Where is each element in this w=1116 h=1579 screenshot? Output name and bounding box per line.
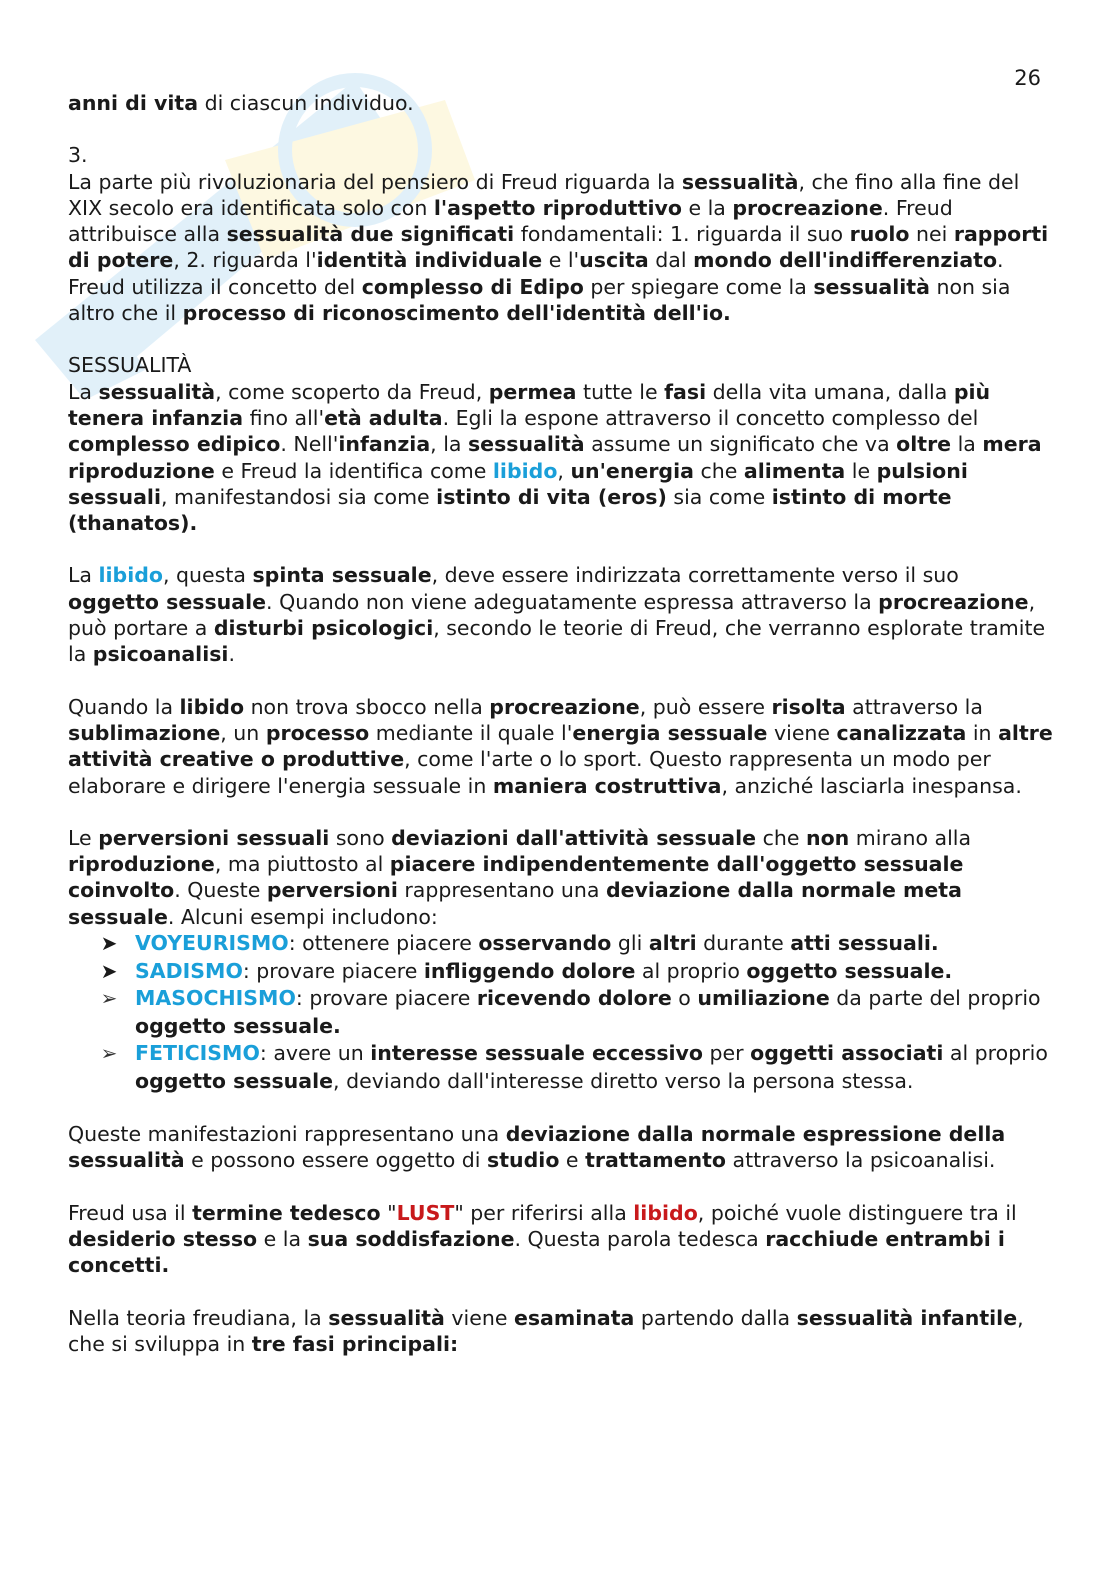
bold-text: oggetto sessuale [68,589,267,614]
text-run: per spiegare come la [583,274,814,299]
bold-text: identità individuale [316,248,543,273]
text-run: , [557,458,571,483]
bold-text: oggetto sessuale. [135,1013,341,1038]
bold-text: l'aspetto riproduttivo [433,195,682,220]
text-run: che [693,458,744,483]
text-run: . Questa parola tedesca [514,1226,766,1251]
text-run: sono [329,825,392,850]
bold-text: canalizzata [836,720,967,745]
bold-text: studio [487,1148,560,1173]
bold-text: libido [179,694,245,719]
bold-text: ricevendo dolore [476,986,672,1011]
bold-text: uscita [579,248,649,273]
bold-text: altri [648,931,697,956]
highlight-term: SADISMO [135,958,243,983]
bold-text: maniera costruttiva [492,773,722,798]
text-run: , come l'arte o lo sport. Questo rappresenta un modo per elaborare e dirigere l'energia sessuale in [68,747,991,798]
bold-text: non [806,825,850,850]
text-run: La [68,563,99,588]
bold-text: riproduzione [68,852,215,877]
highlight-term: FETICISMO [135,1041,260,1066]
text-run: e possono essere oggetto di [184,1148,488,1173]
text-run: : ottenere piacere [288,931,479,956]
text-run: dal [648,248,694,273]
bold-text: età adulta [324,405,443,430]
text-run: , può portare a [68,589,1036,641]
bold-text: deviazione dalla normale meta sessuale [68,878,962,929]
bold-text: alimenta [743,458,846,483]
text-run: gli [611,931,649,956]
list-item [68,958,1053,986]
bold-text: sessualità [328,1305,445,1330]
arrow-bullet-icon: ➤ [100,958,118,983]
paragraph-gap [68,1095,1053,1121]
bold-text: sessualità due significati [226,222,515,247]
document-body [68,90,1053,1357]
text-run: , che si sviluppa in [68,1305,1024,1356]
text-run: di ciascun individuo. [198,91,414,115]
bold-text: trattamento [585,1148,726,1173]
bold-text: sublimazione [68,720,221,745]
text-run: , anziché lasciarla inespansa. [721,773,1022,798]
text-run: in [966,720,999,745]
text-run: , la [430,432,468,457]
text-run: , come scoperto da Freud, [215,379,489,404]
bold-text: oltre [896,432,952,457]
bold-text: perversioni sessuali [98,825,330,850]
text-run: SESSUALITÀ [68,353,192,378]
bold-text: sessualità [467,432,585,457]
highlight-term-red: libido [633,1200,698,1225]
bold-text: mera riproduzione [68,432,1042,483]
text-run: o [671,986,698,1011]
list-item [68,930,1053,958]
bold-text: deviazioni dall'attività sessuale [391,825,757,850]
paragraph-gap [68,536,1053,562]
arrow-bullet-icon: ➢ [100,986,118,1011]
text-run: attraverso la [845,694,983,719]
bold-text: oggetto sessuale. [746,958,953,983]
highlight-term: MASOCHISMO [135,986,296,1011]
text-run: , 2. riguarda l' [173,248,317,273]
text-run: , deve essere indirizzata correttamente verso il suo [431,563,959,588]
bold-text: tre fasi principali: [251,1331,459,1356]
paragraph-gap [68,799,1053,825]
bold-text: sua soddisfazione [307,1226,515,1251]
text-run: . Freud utilizza il concetto del [68,248,1004,299]
paragraph [68,694,1053,799]
bold-text: termine tedesco [192,1200,381,1225]
bold-text: procreazione [732,195,883,220]
highlight-term-red: LUST [396,1200,455,1225]
text-run: . Alcuni esempi includono: [167,904,438,929]
paragraph [68,825,1053,930]
text-run: tutte le [576,379,665,404]
text-run: , ma piuttosto al [214,852,390,877]
bold-text: interesse sessuale eccessivo [370,1041,704,1066]
text-run: viene [767,720,837,745]
text-run: , questa [163,563,253,588]
bold-text: atti sessuali. [790,931,939,956]
text-run: : provare piacere [295,986,477,1011]
bold-text: permea [488,379,577,404]
text-run: Queste manifestazioni rappresentano una [68,1122,506,1147]
paragraph [68,352,1053,378]
text-run: La [68,379,99,404]
bold-text: umiliazione [697,986,830,1011]
text-run: . Egli la espone attraverso il concetto complesso del [442,405,979,430]
text-run: e la [681,195,733,220]
paragraph-gap [68,326,1053,352]
text-run: attraverso la psicoanalisi. [725,1148,996,1173]
text-run: fondamentali: 1. riguarda il suo [514,222,850,247]
text-run: . Queste [174,878,267,903]
text-run: e [559,1148,586,1173]
text-run: Quando la [68,694,180,719]
text-run: : avere un [259,1041,371,1066]
bold-text: processo [265,720,370,745]
bold-text: istinto di vita (eros) [436,484,667,509]
text-run: Freud usa il [68,1200,193,1225]
text-run: , deviando dall'interesse diretto verso la persona stessa. [333,1068,914,1093]
paragraph [68,1200,1053,1279]
text-run: , secondo le teorie di Freud, che verranno esplorate tramite la [68,616,1046,667]
bold-text: procreazione [489,694,640,719]
bold-text: osservando [478,931,612,956]
bold-text: sessualità [681,169,799,194]
text-run: 3. [68,143,88,168]
list-item [68,1040,1053,1095]
bold-text: oggetti associati [750,1041,944,1066]
text-run: per [703,1041,751,1066]
text-run: Nella teoria freudiana, la [68,1305,329,1330]
text-run: . Nell' [280,432,339,457]
text-run: non trova sbocco nella [244,694,490,719]
paragraph [68,379,1053,537]
bold-text: processo di riconoscimento dell'identità dell'io. [182,301,731,326]
bold-text: ruolo [849,222,910,247]
text-run: , poiché vuole distinguere tra il [697,1200,1017,1225]
arrow-bullet-icon: ➤ [100,931,118,956]
bold-text: mondo dell'indifferenziato [693,248,998,273]
bold-text: anni di vita [68,91,199,115]
bold-text: infanzia [338,432,431,457]
bold-text: fasi [664,379,707,404]
text-run: e Freud la identifica come [214,458,493,483]
text-run: durante [696,931,791,956]
paragraph-gap [68,116,1053,142]
text-run: partendo dalla [634,1305,797,1330]
bold-text: istinto di morte (thanatos). [68,484,952,536]
bold-text: rapporti di potere [68,222,1049,273]
text-run: Le [68,825,99,850]
text-run: e la [257,1226,308,1251]
text-run: che [756,825,806,850]
page-number: 26 [1014,66,1041,90]
paragraph [68,90,1053,116]
text-run: sia come [666,484,772,509]
text-run: rappresentano una [397,878,606,903]
text-run: assume un significato che va [584,432,897,457]
text-run: della vita umana, dalla [706,379,954,404]
text-run: La parte più rivoluzionaria del pensiero di Freud riguarda la [68,169,682,194]
text-run: " [380,1200,397,1225]
bold-text: desiderio stesso [68,1226,258,1251]
text-run: , manifestandosi sia come [161,484,437,509]
text-run: e l' [542,248,580,273]
highlight-term: VOYEURISMO [135,931,289,956]
text-run: . [228,642,235,667]
perversions-list [68,930,1053,1095]
bold-text: psicoanalisi [92,642,229,667]
text-run: nei [909,222,954,247]
text-run: . Quando non viene adeguatamente espressa attraverso la [266,589,879,614]
text-run: " per riferirsi alla [454,1200,634,1225]
bold-text: oggetto sessuale [135,1068,334,1093]
bold-text: risolta [771,694,846,719]
bold-text: energia sessuale [572,720,768,745]
text-run: , un [220,720,266,745]
paragraph [68,169,1053,327]
bold-text: complesso di Edipo [361,274,584,299]
paragraph [68,1121,1053,1174]
text-run: fino all' [243,405,325,430]
bold-text: sessualità [98,379,216,404]
text-run: al proprio [635,958,747,983]
text-run: , che fino alla fine del XIX secolo era identificata solo con [68,169,1020,220]
text-run: mirano alla [849,825,972,850]
bold-text: complesso edipico [68,432,281,457]
bold-text: procreazione [878,589,1029,614]
highlight-term: libido [492,458,558,483]
bold-text: deviazione dalla normale espressione della sessualità [68,1122,1006,1173]
bold-text: infliggendo dolore [423,958,636,983]
paragraph [68,142,1053,168]
text-run: , può essere [639,694,772,719]
bold-text: piacere indipendentemente dall'oggetto sessuale coinvolto [68,852,964,903]
bold-text: racchiude entrambi i concetti. [68,1226,1005,1278]
bold-text: un'energia [570,458,694,483]
text-run: viene [444,1305,514,1330]
bold-text: più tenera infanzia [68,379,991,430]
paragraph-gap [68,1279,1053,1305]
bold-text: altre attività creative o produttive [68,720,1053,772]
bold-text: sessualità infantile [796,1305,1018,1330]
text-run: . Freud attribuisce alla [68,195,953,247]
bold-text: disturbi psicologici [213,616,434,641]
paragraph-gap [68,668,1053,694]
text-run: da parte del proprio [829,986,1041,1011]
bold-text: spinta sessuale [252,563,432,588]
bold-text: pulsioni sessuali [68,458,968,509]
text-run: non sia altro che il [68,274,1011,326]
highlight-term: libido [98,563,164,588]
text-run: al proprio [943,1041,1048,1066]
text-run: mediante il quale l' [369,720,573,745]
paragraph [68,562,1053,667]
bold-text: esaminata [513,1305,635,1330]
bold-text: perversioni [266,878,398,903]
list-item [68,985,1053,1040]
bold-text: sessualità [813,274,930,299]
text-run: : provare piacere [242,958,424,983]
text-run: le [845,458,877,483]
arrow-bullet-icon: ➢ [100,1041,118,1066]
paragraph [68,1305,1053,1358]
paragraph-gap [68,1174,1053,1200]
text-run: la [951,432,983,457]
